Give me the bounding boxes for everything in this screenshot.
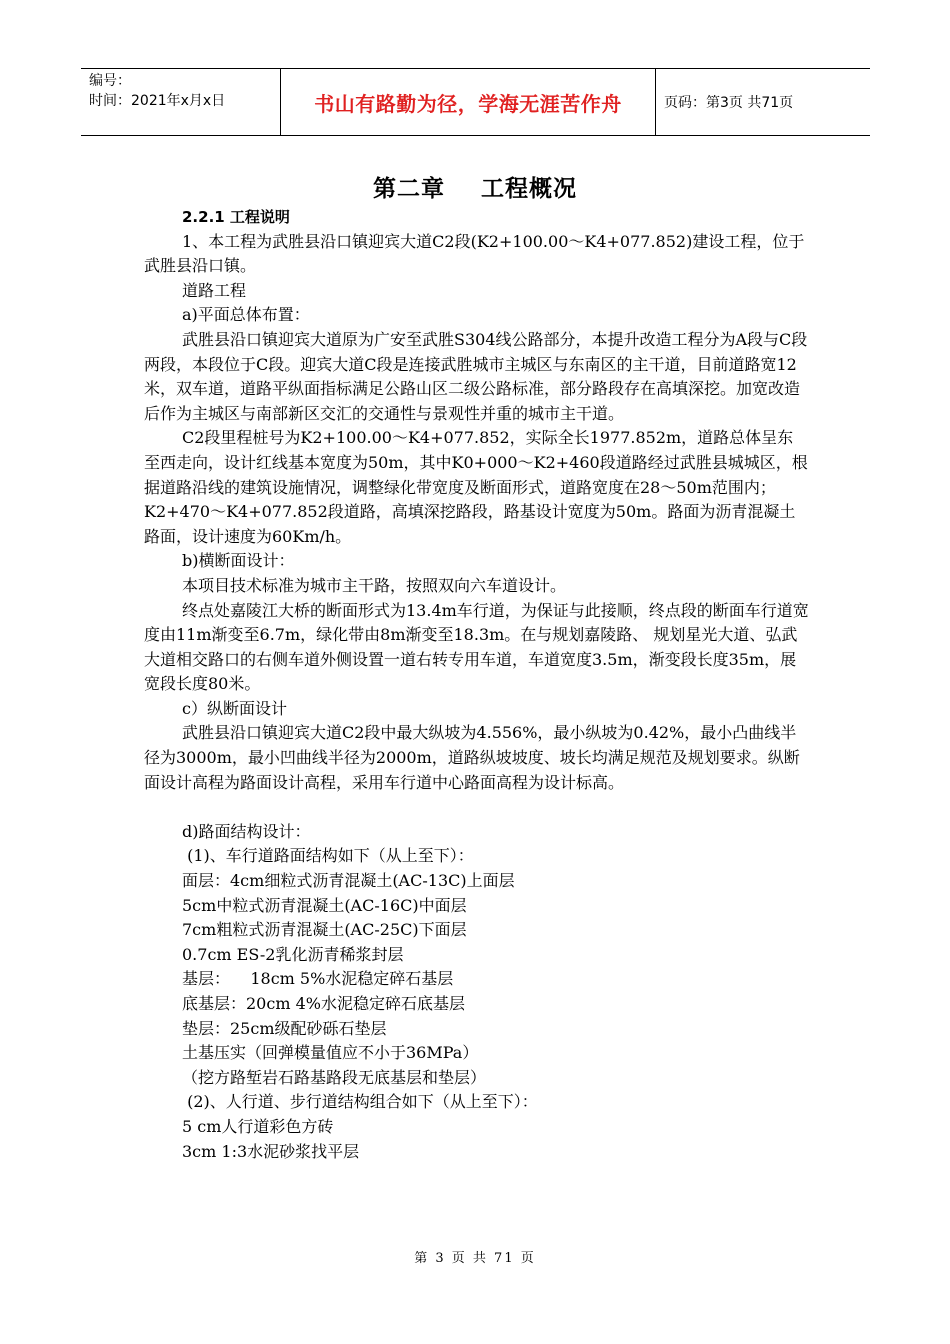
paragraph: 基层： 18cm 5%水泥稳定碎石基层 [182, 969, 454, 989]
paragraph: （挖方路堑岩石路基路段无底基层和垫层） [182, 1067, 487, 1087]
paragraph: 本项目技术标准为城市主干路，按照双向六车道设计。 [182, 575, 567, 595]
paragraph: 7cm粗粒式沥青混凝土(AC-25C)下面层 [182, 920, 467, 940]
paragraph: 5cm中粒式沥青混凝土(AC-16C)中面层 [182, 895, 467, 915]
paragraph: c）纵断面设计 [182, 698, 287, 718]
paragraph: b)横断面设计： [182, 551, 295, 571]
paragraph: a)平面总体布置： [182, 305, 310, 325]
paragraph: 0.7cm ES-2乳化沥青稀浆封层 [182, 944, 404, 964]
paragraph: C2段里程桩号为K2+100.00～K4+077.852，实际全长1977.852m，道路总体呈东至西走向，设计红线基本宽度为50m，其中K0+000～K2+460段道路经过武胜县城城区，根据道路沿线的建筑设施情况，调整绿化带宽度及断面形式，道路宽度在28～50m范围内；K2+470～K4+077.852段道路，高填深挖路段，路基设计宽度为50m。路面为沥青混凝土路面，设计速度为60Km/h。 [144, 428, 808, 546]
header-meta [81, 69, 281, 135]
paragraph: 底基层：20cm 4%水泥稳定碎石底基层 [182, 994, 465, 1013]
paragraph: (2)、人行道、步行道结构组合如下（从上至下）： [182, 1092, 538, 1112]
page-header [81, 68, 870, 136]
paragraph: 道路工程 [182, 280, 247, 300]
section-heading: 2.2.1 工程说明 [182, 208, 290, 226]
paragraph: 垫层：25cm级配砂砾石垫层 [182, 1018, 387, 1038]
paragraph: 5 cm人行道彩色方砖 [182, 1116, 334, 1136]
page-footer: 第 3 页 共 71 页 [414, 1251, 536, 1266]
paragraph: (1)、车行道路面结构如下（从上至下）： [182, 846, 474, 866]
paragraph-list [144, 230, 809, 1165]
header-motto-cell [281, 69, 656, 135]
paragraph: 1、本工程为武胜县沿口镇迎宾大道C2段(K2+100.00～K4+077.852)建设工程，位于武胜县沿口镇。 [144, 231, 805, 276]
paragraph: 3cm 1:3水泥砂浆找平层 [182, 1141, 360, 1161]
page-info: 页码：第3页 共71页 [664, 95, 794, 111]
header-page-cell [656, 69, 870, 135]
paragraph: 土基压实（回弹模量值应不小于36MPa） [182, 1043, 479, 1063]
chapter-title: 第二章 工程概况 [372, 176, 578, 202]
motto-text: 书山有路勤为径，学海无涯苦作舟 [314, 91, 622, 116]
paragraph: d)路面结构设计： [182, 821, 311, 841]
serial-label: 编号： [89, 73, 131, 89]
paragraph: 武胜县沿口镇迎宾大道C2段中最大纵坡为4.556%，最小纵坡为0.42%，最小凸曲线半径为3000m，最小凹曲线半径为2000m，道路纵坡坡度、坡长均满足规范及规划要求。纵断面设计高程为路面设计高程，采用车行道中心路面高程为设计标高。 [144, 723, 800, 792]
paragraph: 终点处嘉陵江大桥的断面形式为13.4m车行道，为保证与此接顺，终点段的断面车行道宽度由11m渐变至6.7m，绿化带由8m渐变至18.3m。在与规划嘉陵路、 规划星光大道、弘武大道相交路口的右侧车道外侧设置一道右转专用车道，车道宽度3.5m，渐变段长度35m，展宽段长度80米。 [144, 600, 809, 694]
paragraph: 面层：4cm细粒式沥青混凝土(AC-13C)上面层 [182, 871, 515, 891]
document-body [144, 205, 809, 1164]
blank-line [144, 795, 809, 820]
date-line: 时间：2021年x月x日 [89, 93, 226, 109]
paragraph: 武胜县沿口镇迎宾大道原为广安至武胜S304线公路部分，本提升改造工程分为A段与C段两段，本段位于C段。迎宾大道C段是连接武胜城市主城区与东南区的主干道，目前道路宽12米，双车道，道路平纵面指标满足公路山区二级公路标准，部分路段存在高填深挖。加宽改造后作为主城区与南部新区交汇的交通性与景观性并重的城市主干道。 [144, 329, 808, 423]
